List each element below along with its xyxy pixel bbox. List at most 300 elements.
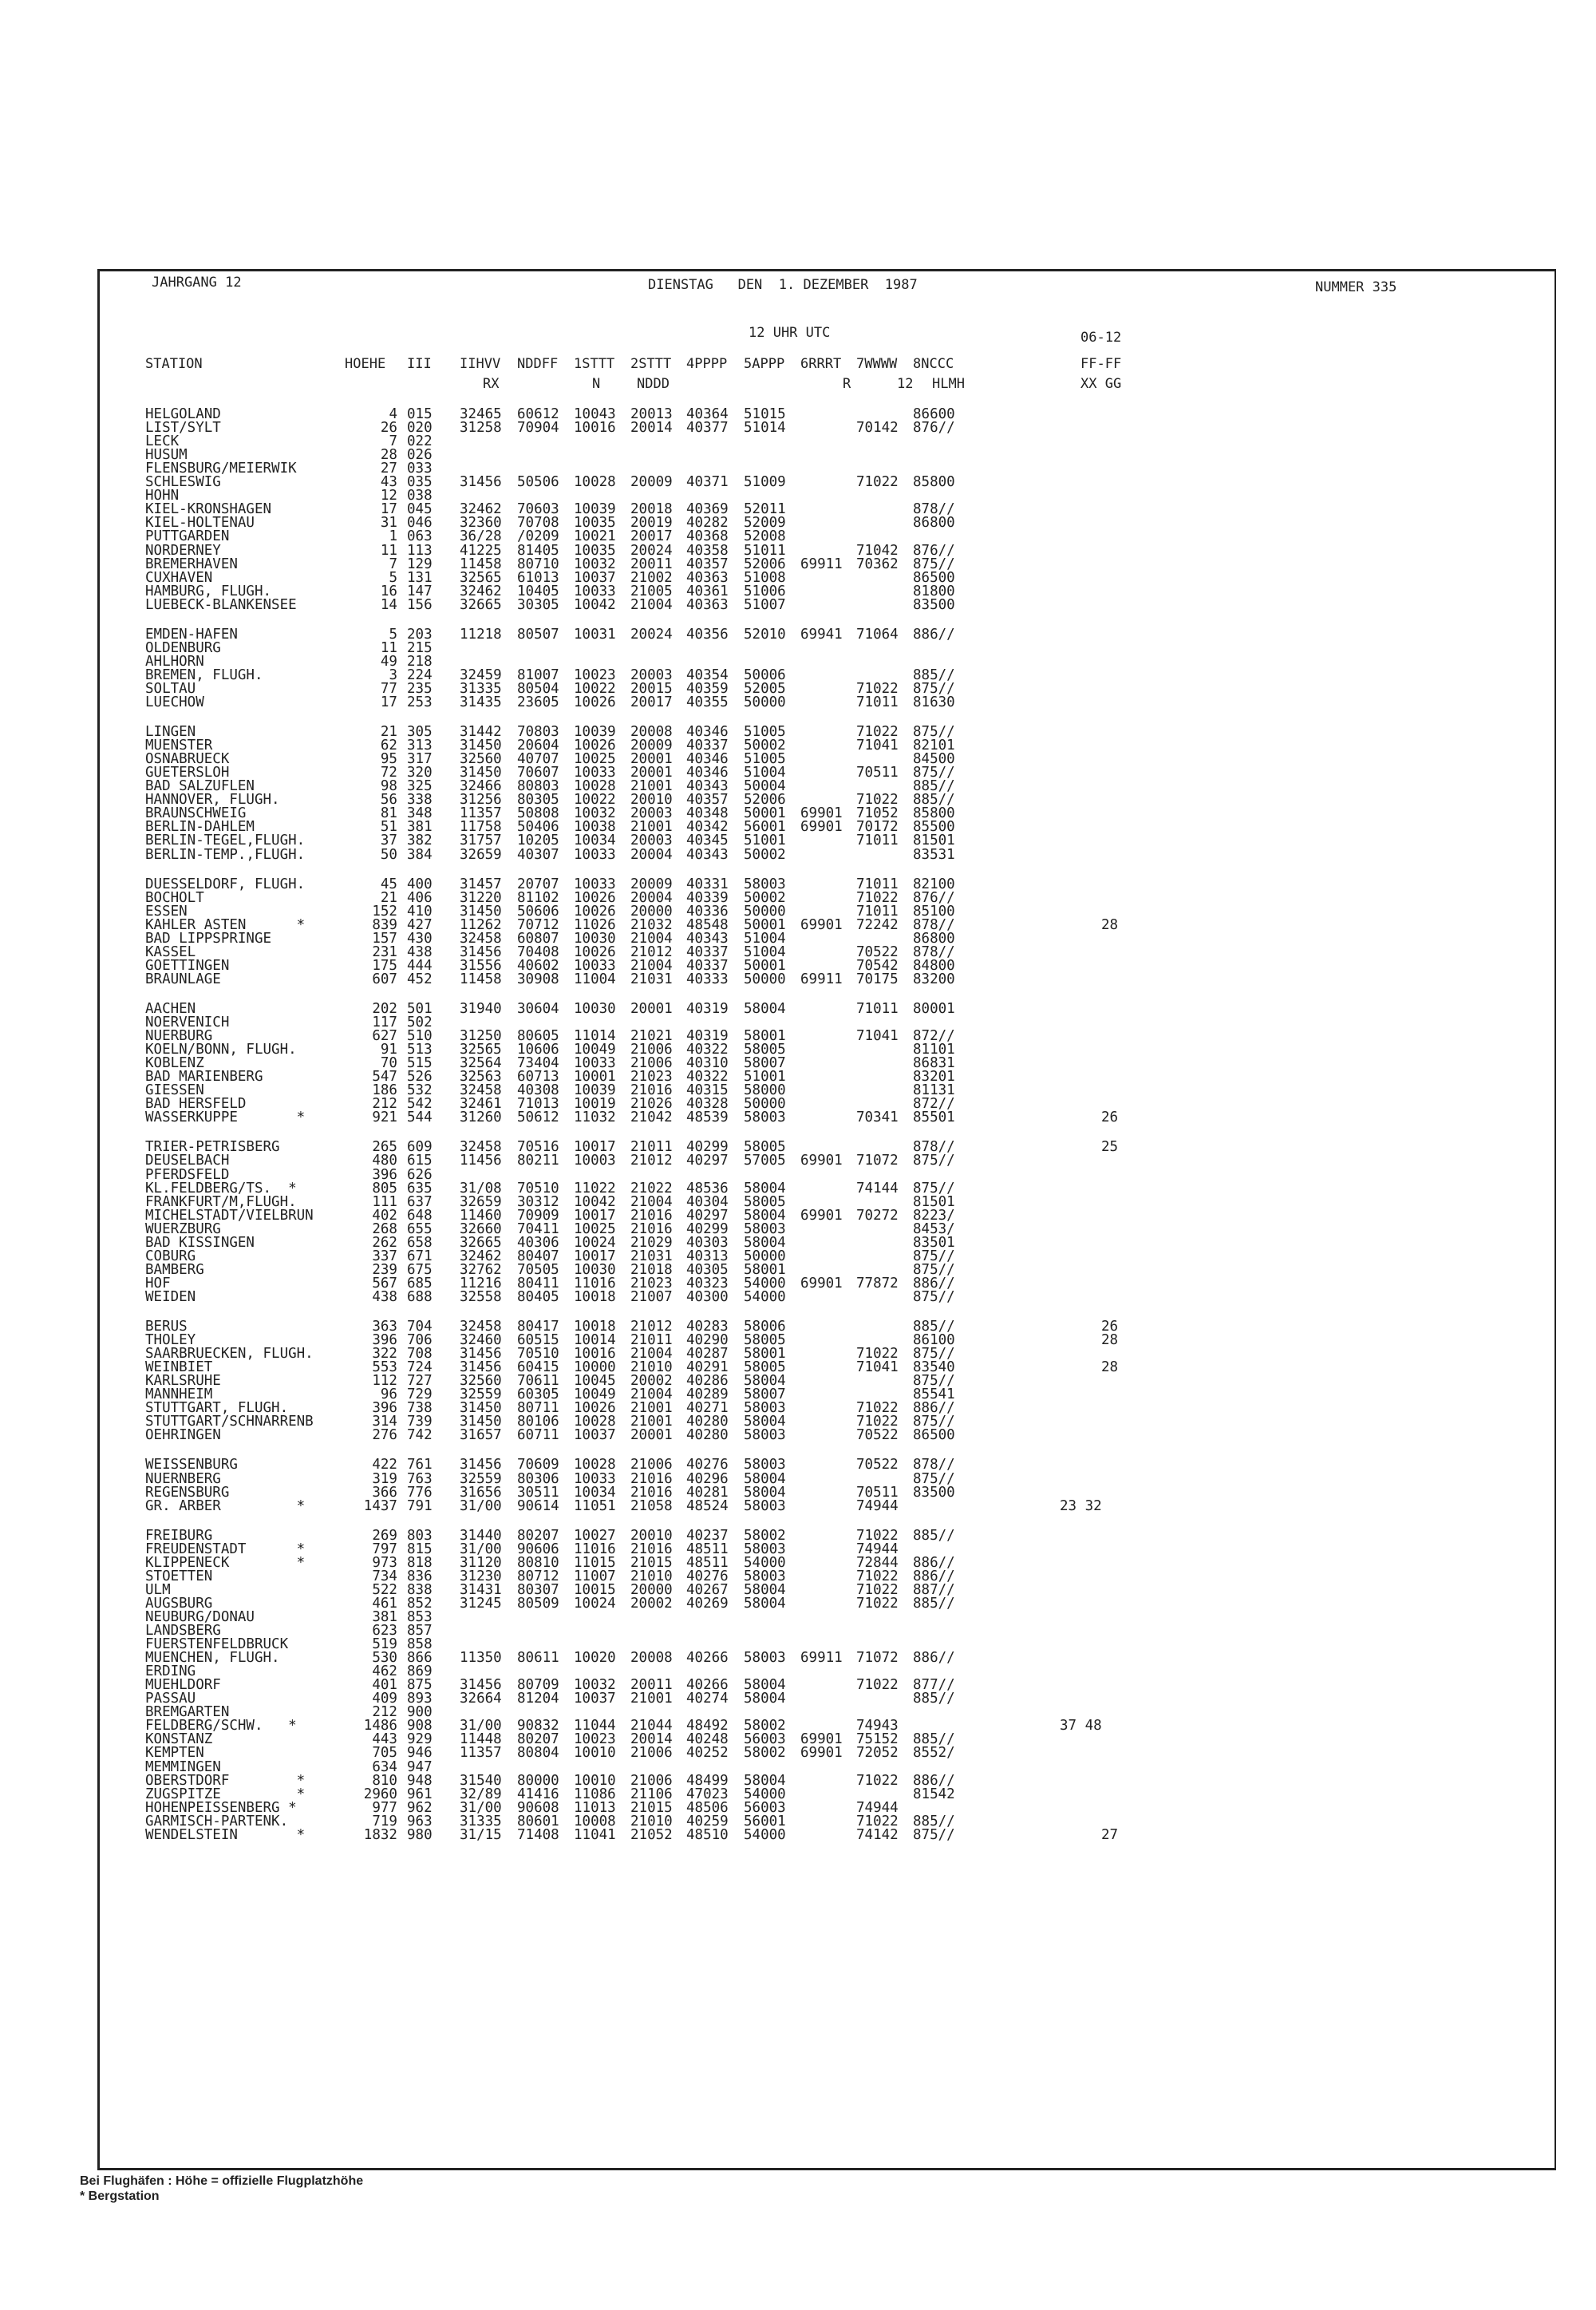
cell-iii: 235 — [407, 680, 433, 697]
cell-iihvv: 31456 — [460, 1359, 502, 1376]
cell-nddff: 70603 — [517, 501, 559, 518]
cell-hoehe: 231 — [372, 943, 397, 960]
cell-hoehe: 422 — [372, 1457, 397, 1473]
cell-2sttt: 21004 — [630, 1386, 673, 1403]
cell-nddff: 23605 — [517, 694, 559, 710]
col-header-station: STATION — [145, 356, 203, 372]
cell-4pppp: 40291 — [686, 1359, 729, 1376]
cell-hoehe: 2960 — [363, 1786, 397, 1802]
cell-iihvv: 31431 — [460, 1581, 502, 1598]
cell-1sttt: 10001 — [574, 1069, 616, 1086]
cell-hoehe: 396 — [372, 1332, 397, 1348]
cell-hoehe: 268 — [372, 1220, 397, 1237]
cell-iii: 961 — [407, 1786, 433, 1802]
cell-nddff: 30604 — [517, 1000, 559, 1017]
cell-nddff: 70607 — [517, 765, 559, 781]
cell-1sttt: 10026 — [574, 943, 616, 960]
cell-4pppp: 40346 — [686, 724, 729, 740]
cell-station: KOELN/BONN, FLUGH. — [145, 1042, 297, 1058]
cell-iihvv: 11448 — [460, 1731, 502, 1748]
cell-station: STUTTGART, FLUGH. — [145, 1400, 289, 1417]
cell-station: AACHEN — [145, 1000, 196, 1017]
cell-iii: 045 — [407, 501, 433, 518]
cell-iii: 406 — [407, 889, 433, 906]
cell-5appp: 58001 — [744, 1346, 786, 1363]
cell-iii: 046 — [407, 515, 433, 532]
cell-7wwww: 71022 — [856, 1400, 899, 1417]
cell-station: FUERSTENFELDBRUCK — [145, 1636, 289, 1652]
cell-iihvv: 31258 — [460, 420, 502, 436]
cell-4pppp: 40276 — [686, 1457, 729, 1473]
cell-iii: 542 — [407, 1096, 433, 1113]
cell-iii: 776 — [407, 1484, 433, 1501]
cell-station: SCHLESWIG — [145, 474, 221, 491]
cell-1sttt: 10023 — [574, 1731, 616, 1748]
cell-iihvv: 31/00 — [460, 1718, 502, 1734]
cell-8nccc: 875// — [913, 1261, 955, 1278]
cell-6rrrt: 69901 — [800, 805, 843, 822]
cell-7wwww: 71022 — [856, 1581, 899, 1598]
cell-7wwww: 70175 — [856, 971, 899, 987]
cell-7wwww: 71041 — [856, 738, 899, 754]
cell-iii: 113 — [407, 542, 433, 559]
cell-4pppp: 40310 — [686, 1055, 729, 1072]
cell-4pppp: 40355 — [686, 694, 729, 710]
cell-hoehe: 5 — [389, 626, 397, 643]
cell-iihvv: 32466 — [460, 778, 502, 795]
cell-4pppp: 40319 — [686, 1000, 729, 1017]
cell-2sttt: 20008 — [630, 1650, 673, 1667]
cell-7wwww: 70542 — [856, 957, 899, 974]
cell-nddff: 50612 — [517, 1110, 559, 1126]
cell-1sttt: 10025 — [574, 751, 616, 768]
cell-iii: 742 — [407, 1427, 433, 1444]
cell-iii: 438 — [407, 943, 433, 960]
cell-5appp: 58005 — [744, 1139, 786, 1156]
cell-8nccc: 86600 — [913, 406, 955, 422]
cell-station: WUERZBURG — [145, 1220, 221, 1237]
cell-iii: 980 — [407, 1826, 433, 1843]
cell-nddff: 10606 — [517, 1042, 559, 1058]
cell-2sttt: 21026 — [630, 1096, 673, 1113]
cell-8nccc: 876// — [913, 889, 955, 906]
cell-station: STOETTEN — [145, 1568, 213, 1584]
cell-5appp: 50000 — [744, 971, 786, 987]
cell-8nccc: 875// — [913, 556, 955, 572]
cell-8nccc: 885// — [913, 1319, 955, 1335]
cell-8nccc: 875// — [913, 1470, 955, 1487]
cell-hoehe: 438 — [372, 1288, 397, 1305]
cell-hoehe: 402 — [372, 1207, 397, 1224]
cell-iii: 325 — [407, 778, 433, 795]
cell-hoehe: 396 — [372, 1400, 397, 1417]
cell-station: GUETERSLOH — [145, 765, 230, 781]
cell-nddff: 60305 — [517, 1386, 559, 1403]
cell-station: WEINBIET — [145, 1359, 213, 1376]
cell-iihvv: 31940 — [460, 1000, 502, 1017]
cell-5appp: 58004 — [744, 1180, 786, 1197]
cell-8nccc: 83500 — [913, 596, 955, 613]
cell-2sttt: 21004 — [630, 957, 673, 974]
cell-8nccc: 875// — [913, 1373, 955, 1390]
cell-nddff: 80407 — [517, 1248, 559, 1264]
cell-station: LECK — [145, 433, 180, 450]
cell-7wwww: 74144 — [856, 1180, 899, 1197]
cell-iihvv: 31256 — [460, 792, 502, 809]
cell-iihvv: 11758 — [460, 819, 502, 836]
cell-station: KIEL-HOLTENAU — [145, 515, 255, 532]
cell-2sttt: 21016 — [630, 1207, 673, 1224]
cell-iii: 815 — [407, 1541, 433, 1557]
cell-2sttt: 20003 — [630, 666, 673, 683]
cell-iii: 803 — [407, 1527, 433, 1544]
cell-hoehe: 381 — [372, 1608, 397, 1625]
cell-1sttt: 10026 — [574, 738, 616, 754]
cell-7wwww: 74944 — [856, 1799, 899, 1816]
cell-8nccc: 875// — [913, 1826, 955, 1843]
cell-hoehe: 461 — [372, 1595, 397, 1612]
cell-4pppp: 40304 — [686, 1193, 729, 1210]
cell-station: FRANKFURT/M,FLUGH. — [145, 1193, 297, 1210]
cell-8nccc: 81501 — [913, 1193, 955, 1210]
cell-iihvv: 32664 — [460, 1691, 502, 1707]
cell-station: BAD HERSFELD — [145, 1096, 247, 1113]
col-header-2sttt: 2STTT — [630, 356, 672, 372]
cell-1sttt: 10026 — [574, 1400, 616, 1417]
cell-2sttt: 21016 — [630, 1220, 673, 1237]
cell-8nccc: 886// — [913, 1650, 955, 1667]
cell-station: KOBLENZ — [145, 1055, 204, 1072]
cell-hoehe: 81 — [380, 805, 397, 822]
cell-1sttt: 11051 — [574, 1497, 616, 1514]
cell-station: BAD KISSINGEN — [145, 1234, 255, 1251]
cell-iii: 838 — [407, 1581, 433, 1598]
cell-2sttt: 21006 — [630, 1772, 673, 1789]
cell-5appp: 58004 — [744, 1000, 786, 1017]
cell-iii: 818 — [407, 1554, 433, 1571]
cell-2sttt: 21015 — [630, 1799, 673, 1816]
cell-nddff: 80306 — [517, 1470, 559, 1487]
cell-nddff: 73404 — [517, 1055, 559, 1072]
cell-iihvv: 31120 — [460, 1554, 502, 1571]
cell-iii: 626 — [407, 1166, 433, 1183]
cell-2sttt: 20001 — [630, 1000, 673, 1017]
cell-iihvv: 31657 — [460, 1427, 502, 1444]
cell-station: NOERVENICH — [145, 1015, 230, 1030]
cell-nddff: 80711 — [517, 1400, 559, 1417]
cell-hoehe: 16 — [380, 583, 397, 599]
cell-nddff: 80601 — [517, 1813, 559, 1829]
cell-5appp: 58003 — [744, 1220, 786, 1237]
cell-iihvv: 31456 — [460, 1457, 502, 1473]
cell-1sttt: 10028 — [574, 778, 616, 795]
cell-iihvv: 31435 — [460, 694, 502, 710]
cell-iii: 866 — [407, 1650, 433, 1667]
cell-1sttt: 10033 — [574, 765, 616, 781]
cell-5appp: 56003 — [744, 1731, 786, 1748]
cell-8nccc: 82101 — [913, 738, 955, 754]
cell-station: LUECHOW — [145, 694, 204, 710]
cell-station: REGENSBURG — [145, 1484, 230, 1501]
cell-station: CUXHAVEN — [145, 569, 213, 586]
cell-7wwww: 71052 — [856, 805, 899, 822]
cell-4pppp: 40313 — [686, 1248, 729, 1264]
cell-5appp: 50000 — [744, 903, 786, 920]
cell-1sttt: 11015 — [574, 1554, 616, 1571]
cell-2sttt: 21006 — [630, 1042, 673, 1058]
cell-7wwww: 71022 — [856, 889, 899, 906]
cell-7wwww: 71022 — [856, 1414, 899, 1430]
cell-5appp: 58004 — [744, 1414, 786, 1430]
cell-iii: 147 — [407, 583, 433, 599]
cell-8nccc: 8552/ — [913, 1745, 955, 1762]
cell-iii: 615 — [407, 1153, 433, 1169]
cell-nddff: 71013 — [517, 1096, 559, 1113]
cell-4pppp: 40266 — [686, 1650, 729, 1667]
cell-2sttt: 20009 — [630, 876, 673, 892]
cell-4pppp: 40305 — [686, 1261, 729, 1278]
cell-station: FELDBERG/SCHW. * — [145, 1718, 297, 1734]
cell-2sttt: 21023 — [630, 1275, 673, 1291]
cell-hoehe: 95 — [380, 751, 397, 768]
cell-2sttt: 20009 — [630, 474, 673, 491]
cell-iii: 253 — [407, 694, 433, 710]
cell-iihvv: 31450 — [460, 765, 502, 781]
cell-hoehe: 623 — [372, 1623, 397, 1639]
cell-nddff: 80611 — [517, 1650, 559, 1667]
cell-iii: 038 — [407, 488, 433, 504]
cell-2sttt: 21004 — [630, 1346, 673, 1363]
cell-iii: 384 — [407, 846, 433, 863]
cell-5appp: 50006 — [744, 666, 786, 683]
cell-nddff: 50808 — [517, 805, 559, 822]
cell-5appp: 54000 — [744, 1288, 786, 1305]
cell-hoehe: 409 — [372, 1691, 397, 1707]
cell-station: FREIBURG — [145, 1527, 213, 1544]
cell-8nccc: 80001 — [913, 1000, 955, 1017]
cell-2sttt: 20019 — [630, 515, 673, 532]
cell-station: KARLSRUHE — [145, 1373, 221, 1390]
cell-station: LANDSBERG — [145, 1623, 221, 1639]
cell-4pppp: 40283 — [686, 1319, 729, 1335]
cell-7wwww: 71041 — [856, 1028, 899, 1044]
cell-5appp: 58003 — [744, 1568, 786, 1584]
cell-iihvv: 31442 — [460, 724, 502, 740]
cell-2sttt: 21012 — [630, 1153, 673, 1169]
cell-nddff: 70411 — [517, 1220, 559, 1237]
cell-2sttt: 21029 — [630, 1234, 673, 1251]
cell-1sttt: 10037 — [574, 569, 616, 586]
cell-hoehe: 175 — [372, 957, 397, 974]
cell-8nccc: 875// — [913, 1248, 955, 1264]
cell-ffff: 28 — [1101, 1332, 1119, 1348]
cell-iihvv: 31/08 — [460, 1180, 502, 1197]
cell-station: AHLHORN — [145, 653, 204, 670]
cell-5appp: 51011 — [744, 542, 786, 559]
col-header-4pppp: 4PPPP — [686, 356, 728, 372]
cell-iii: 156 — [407, 596, 433, 613]
cell-hoehe: 973 — [372, 1554, 397, 1571]
cell-4pppp: 40336 — [686, 903, 729, 920]
cell-8nccc: 885// — [913, 1813, 955, 1829]
cell-8nccc: 84800 — [913, 957, 955, 974]
cell-nddff: 81405 — [517, 542, 559, 559]
cell-hoehe: 152 — [372, 903, 397, 920]
cell-1sttt: 10026 — [574, 903, 616, 920]
cell-iii: 637 — [407, 1193, 433, 1210]
cell-nddff: 10205 — [517, 833, 559, 849]
cell-nddff: 80207 — [517, 1731, 559, 1748]
cell-2sttt: 21007 — [630, 1288, 673, 1305]
cell-iii: 763 — [407, 1470, 433, 1487]
cell-1sttt: 11026 — [574, 916, 616, 933]
cell-iii: 317 — [407, 751, 433, 768]
cell-4pppp: 40290 — [686, 1332, 729, 1348]
cell-iihvv: 31456 — [460, 1346, 502, 1363]
cell-iihvv: 31450 — [460, 1414, 502, 1430]
col-header-8nccc: 8NCCC — [913, 356, 954, 372]
cell-4pppp: 40361 — [686, 583, 729, 599]
cell-4pppp: 40282 — [686, 515, 729, 532]
cell-iii: 224 — [407, 666, 433, 683]
cell-4pppp: 48492 — [686, 1718, 729, 1734]
cell-8nccc: 875// — [913, 1346, 955, 1363]
cell-5appp: 58005 — [744, 1042, 786, 1058]
cell-5appp: 51004 — [744, 765, 786, 781]
cell-2sttt: 20024 — [630, 542, 673, 559]
cell-4pppp: 48510 — [686, 1826, 729, 1843]
cell-1sttt: 10049 — [574, 1386, 616, 1403]
cell-station: EMDEN-HAFEN — [145, 626, 238, 643]
cell-5appp: 58004 — [744, 1207, 786, 1224]
cell-iii: 761 — [407, 1457, 433, 1473]
cell-station: LUEBECK-BLANKENSEE — [145, 596, 297, 613]
cell-7wwww: 70522 — [856, 1427, 899, 1444]
cell-5appp: 52006 — [744, 556, 786, 572]
cell-6rrrt: 69901 — [800, 916, 843, 933]
cell-iihvv: 32659 — [460, 846, 502, 863]
cell-7wwww: 72242 — [856, 916, 899, 933]
cell-5appp: 58000 — [744, 1082, 786, 1099]
cell-hoehe: 56 — [380, 792, 397, 809]
cell-iii: 320 — [407, 765, 433, 781]
cell-4pppp: 40371 — [686, 474, 729, 491]
cell-nddff: 70708 — [517, 515, 559, 532]
cell-1sttt: 10031 — [574, 626, 616, 643]
cell-nddff: 50506 — [517, 474, 559, 491]
cell-8nccc: 878// — [913, 916, 955, 933]
cell-nddff: 80411 — [517, 1275, 559, 1291]
cell-4pppp: 40328 — [686, 1096, 729, 1113]
cell-nddff: 90832 — [517, 1718, 559, 1734]
cell-station: THOLEY — [145, 1332, 196, 1348]
cell-2sttt: 21022 — [630, 1180, 673, 1197]
cell-hoehe: 72 — [380, 765, 397, 781]
cell-hoehe: 17 — [380, 501, 397, 518]
cell-iihvv: 31250 — [460, 1028, 502, 1044]
cell-4pppp: 40343 — [686, 930, 729, 947]
cell-ffff: 26 — [1101, 1110, 1119, 1126]
cell-1sttt: 10025 — [574, 1220, 616, 1237]
cell-hoehe: 186 — [372, 1082, 397, 1099]
cell-nddff: 80305 — [517, 792, 559, 809]
cell-iii: 022 — [407, 433, 433, 450]
cell-1sttt: 10035 — [574, 542, 616, 559]
cell-6rrrt: 69911 — [800, 556, 843, 572]
cell-station: WENDELSTEIN * — [145, 1826, 306, 1843]
cell-station: SAARBRUECKEN, FLUGH. — [145, 1346, 314, 1363]
cell-4pppp: 48548 — [686, 916, 729, 933]
col-subheader-6rrrt: R — [843, 376, 851, 392]
cell-5appp: 52009 — [744, 515, 786, 532]
cell-2sttt: 20018 — [630, 501, 673, 518]
cell-4pppp: 40289 — [686, 1386, 729, 1403]
cell-hoehe: 401 — [372, 1677, 397, 1694]
cell-hoehe: 45 — [380, 876, 397, 892]
cell-nddff: 90608 — [517, 1799, 559, 1816]
cell-5appp: 58002 — [744, 1745, 786, 1762]
cell-iihvv: 32462 — [460, 583, 502, 599]
cell-8nccc: 875// — [913, 1414, 955, 1430]
cell-5appp: 58003 — [744, 1650, 786, 1667]
cell-station: NEUBURG/DONAU — [145, 1608, 255, 1625]
cell-5appp: 58004 — [744, 1691, 786, 1707]
cell-hoehe: 1 — [389, 528, 397, 545]
cell-2sttt: 21004 — [630, 596, 673, 613]
cell-1sttt: 10043 — [574, 406, 616, 422]
cell-5appp: 58006 — [744, 1319, 786, 1335]
cell-8nccc: 885// — [913, 666, 955, 683]
cell-nddff: 30312 — [517, 1193, 559, 1210]
cell-4pppp: 40345 — [686, 833, 729, 849]
cell-iihvv: 32665 — [460, 596, 502, 613]
cell-iihvv: 31260 — [460, 1110, 502, 1126]
cell-1sttt: 10022 — [574, 792, 616, 809]
cell-1sttt: 10020 — [574, 1650, 616, 1667]
cell-iii: 706 — [407, 1332, 433, 1348]
cell-7wwww: 71011 — [856, 1000, 899, 1017]
cell-4pppp: 40296 — [686, 1470, 729, 1487]
col-header-ffff: FF-FF — [1080, 356, 1122, 372]
cell-8nccc: 86800 — [913, 930, 955, 947]
cell-nddff: 60415 — [517, 1359, 559, 1376]
cell-8nccc: 876// — [913, 420, 955, 436]
cell-iii: 526 — [407, 1069, 433, 1086]
cell-iii: 026 — [407, 447, 433, 464]
cell-nddff: 70803 — [517, 724, 559, 740]
cell-iii: 033 — [407, 461, 433, 477]
cell-2sttt: 21031 — [630, 1248, 673, 1264]
cell-iihvv: 31245 — [460, 1595, 502, 1612]
cell-hoehe: 11 — [380, 639, 397, 656]
cell-5appp: 51004 — [744, 943, 786, 960]
cell-5appp: 58005 — [744, 1359, 786, 1376]
cell-8nccc: 885// — [913, 1527, 955, 1544]
cell-5appp: 54000 — [744, 1826, 786, 1843]
cell-nddff: 80810 — [517, 1554, 559, 1571]
cell-4pppp: 40342 — [686, 819, 729, 836]
cell-hoehe: 553 — [372, 1359, 397, 1376]
cell-4pppp: 40331 — [686, 876, 729, 892]
cell-5appp: 50002 — [744, 738, 786, 754]
cell-station: LIST/SYLT — [145, 420, 221, 436]
cell-6rrrt: 69901 — [800, 1153, 843, 1169]
cell-hoehe: 112 — [372, 1373, 397, 1390]
cell-hoehe: 212 — [372, 1704, 397, 1721]
cell-hoehe: 21 — [380, 889, 397, 906]
cell-nddff: 70516 — [517, 1139, 559, 1156]
cell-station: NUERBURG — [145, 1028, 213, 1044]
